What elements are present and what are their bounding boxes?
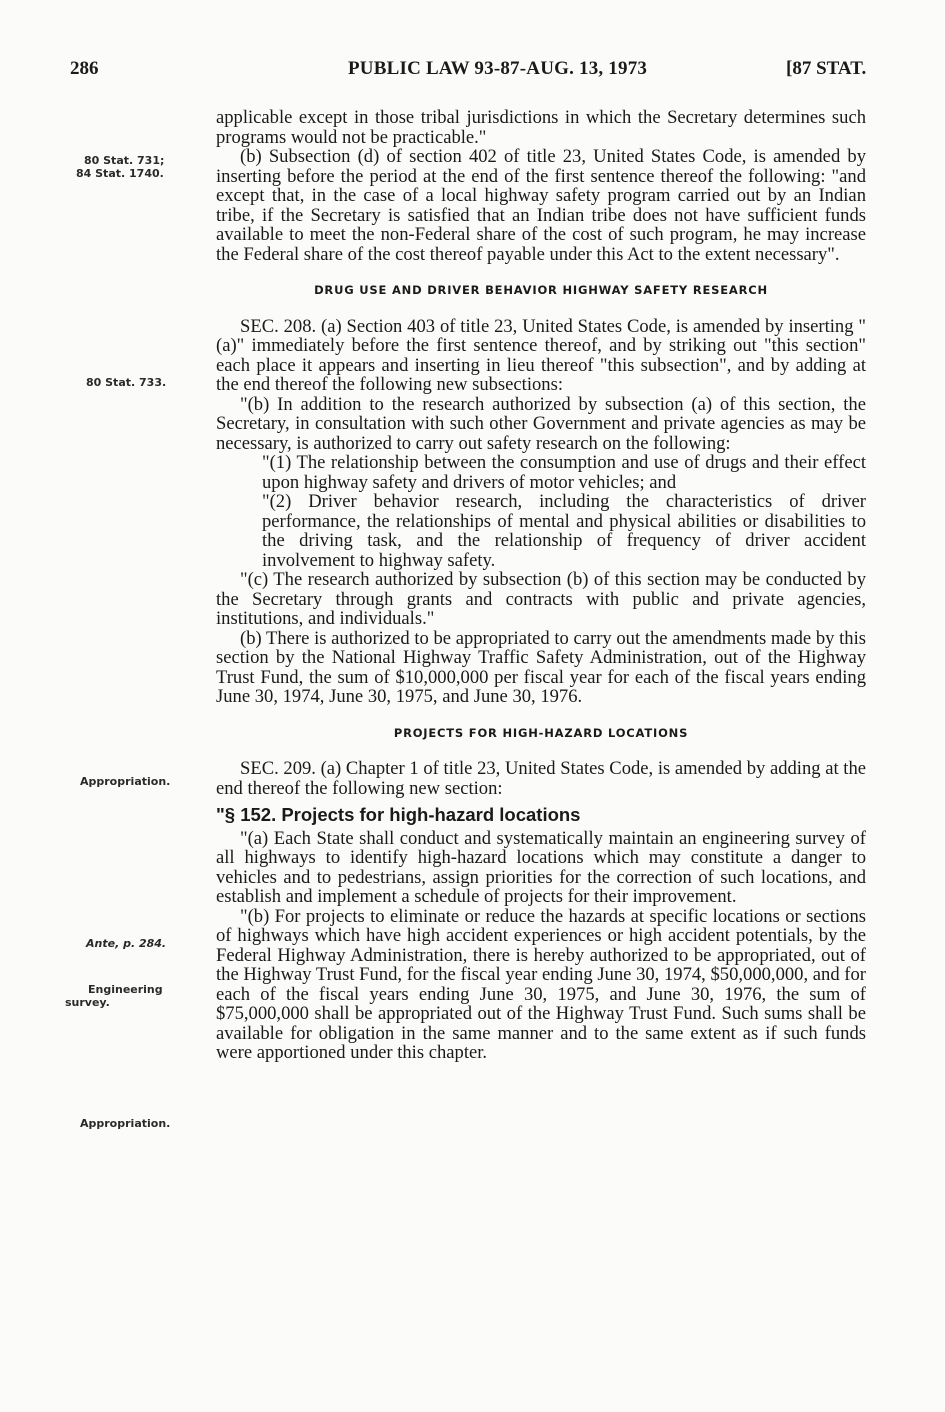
paragraph: "(2) Driver behavior research, including the characteristics of driver performance, the relationships of mental and physical abilities or disabilities to the driving task, and the relationship of frequency of driver accident involvement to highway safety.: [262, 491, 866, 571]
paragraph: (b) Subsection (d) of section 402 of title 23, United States Code, is amended by inserting before the period at the end of the first sentence thereof the following: "and except that, in the case of a local highway safety program carried out by an Indian tribe, if the Secretary is satisfied that an Indian tribe does not have sufficient funds available to meet the non-Federal share of the cost of such program, he may increase the Federal share of the cost thereof payable under this Act to the extent necessary".: [216, 146, 866, 265]
margin-note-survey: survey.: [65, 996, 110, 1009]
section-152-title: "§ 152. Projects for high-hazard locations: [216, 804, 581, 825]
margin-note-appropriation-2: Appropriation.: [80, 1117, 171, 1130]
page-number: 286: [70, 58, 99, 79]
paragraph: "(b) For projects to eliminate or reduce the hazards at specific locations or sections of highways which have high accident experiences or high accident potentials, by the Federal Highway Administration, there is hereby authorized to be appropriated, out of the Highway Trust Fund, for the fiscal year ending June 30, 1974, $50,000,000, and for each of the fiscal years ending June 30, 1975, and June 30, 1976, the sum of $75,000,000 shall be appropriated out of the Highway Trust Fund. Such sums shall be available for obligation in the same manner and to the same extent as if such funds were apportioned under this chapter.: [216, 905, 866, 1063]
paragraph: "(1) The relationship between the consumption and use of drugs and their effect upon highway safety and drivers of motor vehicles; and: [262, 452, 866, 493]
paragraph: (b) There is authorized to be appropriated to carry out the amendments made by this section by the National Highway Traffic Safety Administration, out of the Highway Trust Fund, the sum of $10,000,000 per fiscal year for each of the fiscal years ending June 30, 1974, June 30, 1975, and June 30, 1976.: [216, 627, 866, 707]
subparagraph-block: [216, 492, 866, 570]
margin-note-ante: Ante, p. 284.: [86, 937, 167, 950]
margin-note-stat-1740: 84 Stat. 1740.: [76, 167, 164, 180]
margin-note-appropriation: Appropriation.: [80, 775, 171, 788]
margin-note-stat-733: 80 Stat. 733.: [86, 376, 167, 389]
running-title: PUBLIC LAW 93-87-AUG. 13, 1973: [348, 58, 648, 79]
paragraph: SEC. 208. (a) Section 403 of title 23, United States Code, is amended by inserting "(a)" immediately before the first sentence thereof, and by striking out "this section" each place it appears and inserting in lieu thereof "this subsection", and by adding at the end thereof the following new subsections:: [216, 315, 866, 395]
paragraph: applicable except in those tribal jurisdictions in which the Secretary determines such programs would not be practicable.": [216, 107, 866, 148]
margin-note-stat-731: 80 Stat. 731;: [84, 154, 165, 167]
statute-text: [216, 108, 866, 1063]
paragraph: "(b) In addition to the research authorized by subsection (a) of this section, the Secretary, in consultation with such other Government and private agencies as may be necessary, is authorized to carry out safety research on the following:: [216, 393, 866, 454]
margin-note-engineering: Engineering: [88, 983, 163, 996]
section-heading: DRUG USE AND DRIVER BEHAVIOR HIGHWAY SAFETY RESEARCH: [314, 283, 768, 297]
paragraph: "(c) The research authorized by subsection (b) of this section may be conducted by the Secretary through grants and contracts with public and private agencies, institutions, and individuals.": [216, 569, 866, 629]
paragraph: SEC. 209. (a) Chapter 1 of title 23, United States Code, is amended by adding at the end thereof the following new section:: [216, 758, 866, 799]
volume-label: [87 STAT.: [786, 58, 867, 79]
paragraph: "(a) Each State shall conduct and systematically maintain an engineering survey of all highways to identify high-hazard locations which may constitute a danger to vehicles and to pedestrians, assign priorities for the correction of such locations, and establish and implement a schedule of projects for their improvement.: [216, 827, 866, 907]
subparagraph-block: [216, 453, 866, 492]
section-heading: PROJECTS FOR HIGH-HAZARD LOCATIONS: [393, 725, 689, 740]
